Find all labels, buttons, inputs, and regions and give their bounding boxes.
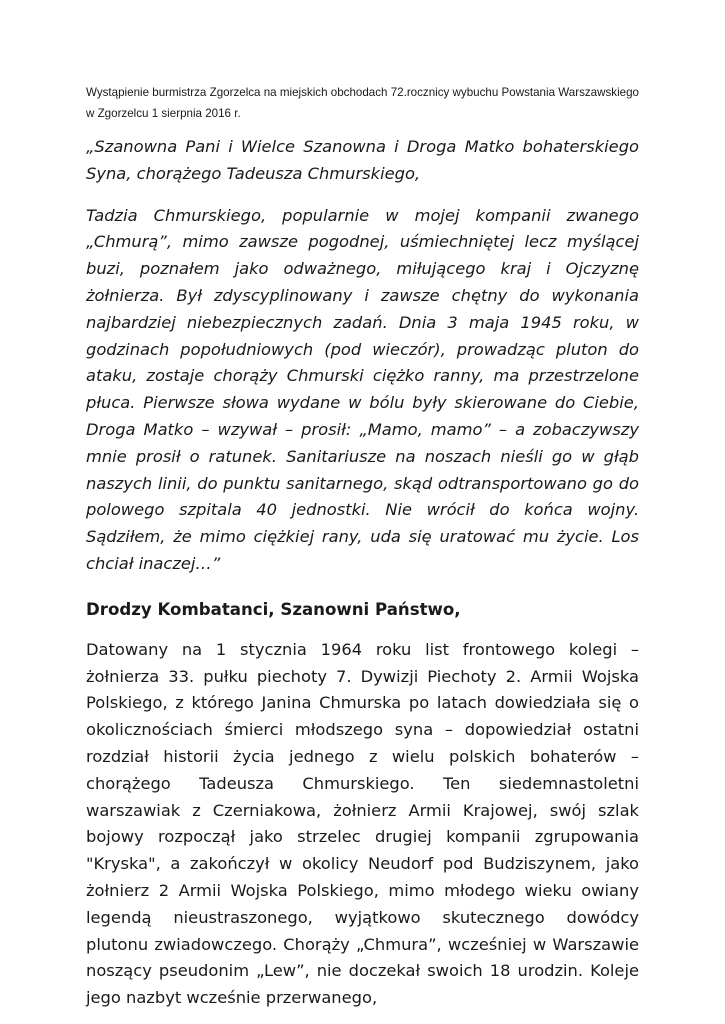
quote-body: Tadzia Chmurskiego, popularnie w mojej kompanii zwanego „Chmurą”, mimo zawsze pogodnej, uśmiechniętej lecz myślącej buzi, poznałem jako odważnego, miłującego kraj i Ojczyznę żołnierza. Był zdyscyplinowany i zawsze chętny do wykonania najbardziej niebezpiecznych zadań. Dnia 3 maja 1945 roku, w godzinach popołudniowych (pod wieczór), prowadząc pluton do ataku, zostaje chorąży Chmurski ciężko ranny, ma przestrzelone płuca. Pierwsze słowa wydane w bólu były skierowane do Ciebie, Droga Matko – wzywał – prosił: „Mamo, mamo” – a zobaczywszy mnie prosił o ratunek. Sanitariusze na noszach nieśli go w głąb naszych linii, do punktu sanitarnego, skąd odtransportowano go do polowego szpitala 40 jednostki. Nie wrócił do końca wojny. Sądziłem, że mimo ciężkiej rany, uda się uratować mu życie. Los chciał inaczej…” [86, 205, 639, 573]
salutation-heading: Drodzy Kombatanci, Szanowni Państwo, [86, 599, 461, 619]
header-note: Wystąpienie burmistrza Zgorzelca na miejskich obchodach 72.rocznicy wybuchu Powstania Warszawskiego w Zgorzelcu 1 sierpnia 2016 r. [86, 86, 639, 120]
quote-greeting: „Szanowna Pani i Wielce Szanowna i Droga Matko bohaterskiego Syna, chorążego Tadeusza Chmurskiego, [86, 137, 639, 183]
document-page [86, 82, 639, 1012]
body-paragraph: Datowany na 1 stycznia 1964 roku list frontowego kolegi – żołnierza 33. pułku piechoty 7. Dywizji Piechoty 2. Armii Wojska Polskiego, z którego Janina Chmurska po latach dowiedziała się o okolicznościach śmierci młodszego syna – dopowiedział ostatni rozdział historii życia jednego z wielu polskich bohaterów – chorążego Tadeusza Chmurskiego. Ten siedemnastoletni warszawiak z Czerniakowa, żołnierz Armii Krajowej, swój szlak bojowy rozpoczął jako strzelec drugiej kompanii zgrupowania "Kryska", a zakończył w okolicy Neudorf pod Budziszynem, jako żołnierz 2 Armii Wojska Polskiego, mimo młodego wieku owiany legendą nieustraszonego, wyjątkowo skutecznego dowódcy plutonu zwiadowczego. Chorąży „Chmura”, wcześniej w Warszawie noszący pseudonim „Lew”, nie doczekał swoich 18 urodzin. Koleje jego nazbyt wcześnie przerwanego, [86, 639, 639, 1008]
